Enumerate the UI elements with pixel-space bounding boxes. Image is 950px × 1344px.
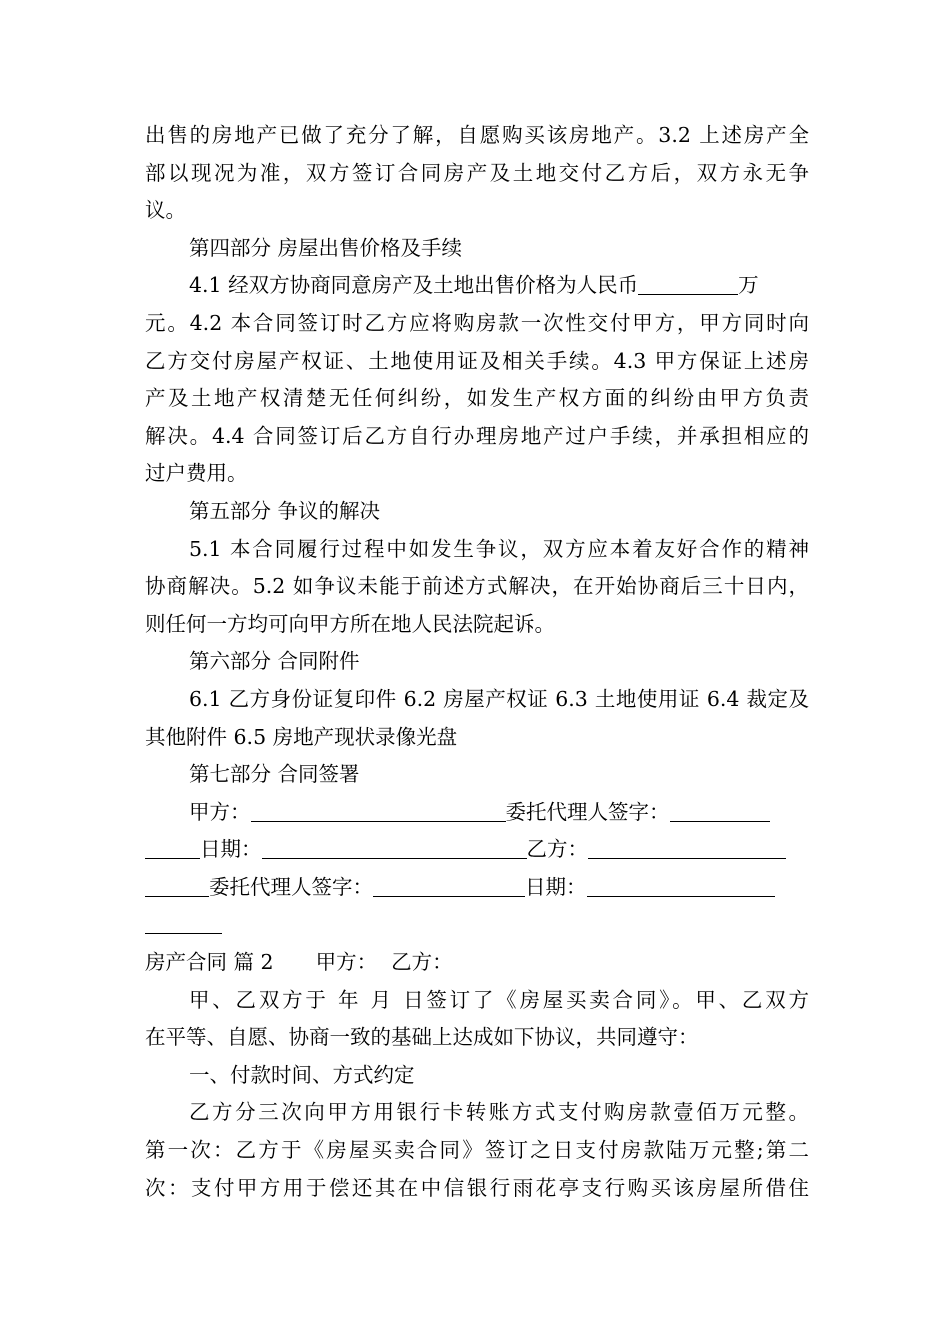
section-heading: 一、付款时间、方式约定 xyxy=(189,1062,415,1087)
document-page xyxy=(145,117,809,1207)
text-line: 解决。4.4 合同签订后乙方自行办理房地产过户手续，并承担相应的 xyxy=(145,423,809,448)
party-a-label: 甲方： xyxy=(315,950,378,975)
text-line: 次：支付甲方用于偿还其在中信银行雨花亭支行购买该房屋所借住 xyxy=(145,1175,809,1200)
section-heading: 第四部分 房屋出售价格及手续 xyxy=(189,235,463,260)
signature-line xyxy=(145,831,809,869)
text-line: 在平等、自愿、协商一致的基础上达成如下协议，共同遵守： xyxy=(145,1025,699,1050)
agent-signature-blank xyxy=(670,799,770,822)
signature-line xyxy=(145,794,809,832)
text-line: 元。4.2 本合同签订时乙方应将购房款一次性交付甲方，甲方同时向 xyxy=(145,310,809,335)
party-b-label: 乙方： xyxy=(391,950,453,975)
text-segment: 4.1 经双方协商同意房产及土地出售价格为人民币 xyxy=(189,273,639,298)
signature-line xyxy=(145,869,809,907)
party-a-label: 甲方： xyxy=(189,799,251,824)
text-line: 6.1 乙方身份证复印件 6.2 房屋产权证 6.3 土地使用证 6.4 裁定及 xyxy=(189,686,809,711)
agent-signature-label: 委托代理人签字： xyxy=(505,799,670,824)
text-line: 乙方交付房屋产权证、土地使用证及相关手续。4.3 甲方保证上述房 xyxy=(145,348,809,373)
text-line: 甲、乙双方于 年 月 日签订了《房屋买卖合同》。甲、乙双方 xyxy=(189,987,809,1012)
text-line: 5.1 本合同履行过程中如发生争议，双方应本着友好合作的精神 xyxy=(189,536,809,561)
text-line: 过户费用。 xyxy=(145,461,248,486)
text-segment: 万 xyxy=(738,273,759,298)
price-blank xyxy=(638,272,738,295)
contract-title-text: 房产合同 篇 2 xyxy=(145,950,274,975)
section-heading: 第六部分 合同附件 xyxy=(189,649,360,674)
text-line xyxy=(145,267,809,305)
text-line: 产及土地产权清楚无任何纠纷，如发生产权方面的纠纷由甲方负责 xyxy=(145,386,809,411)
text-line: 协商解决。5.2 如争议未能于前述方式解决，在开始协商后三十日内， xyxy=(145,574,809,599)
text-line: 部以现况为准，双方签订合同房产及土地交付乙方后，双方永无争 xyxy=(145,160,809,185)
contract-title xyxy=(145,944,809,982)
section-heading: 第五部分 争议的解决 xyxy=(189,498,381,523)
agent-signature-blank xyxy=(373,874,525,897)
party-b-blank xyxy=(588,836,786,859)
text-line: 则任何一方均可向甲方所在地人民法院起诉。 xyxy=(145,611,555,636)
date-label: 日期： xyxy=(525,874,587,899)
text-line: 出售的房地产已做了充分了解，自愿购买该房地产。3.2 上述房产全 xyxy=(145,123,809,147)
date-label: 日期： xyxy=(200,837,262,862)
text-line: 其他附件 6.5 房地产现状录像光盘 xyxy=(145,724,458,749)
date-blank xyxy=(587,874,775,897)
party-b-blank xyxy=(145,874,209,897)
text-line: 议。 xyxy=(145,198,186,223)
party-b-label: 乙方： xyxy=(526,837,588,862)
text-line: 第一次：乙方于《房屋买卖合同》签订之日支付房款陆万元整;第二 xyxy=(145,1138,809,1163)
date-blank xyxy=(262,836,527,859)
signature-line xyxy=(145,906,809,944)
agent-signature-blank xyxy=(145,836,200,859)
date-blank xyxy=(145,911,222,934)
section-heading: 第七部分 合同签署 xyxy=(189,762,360,787)
text-line: 乙方分三次向甲方用银行卡转账方式支付购房款壹佰万元整。 xyxy=(189,1100,809,1125)
agent-signature-label: 委托代理人签字： xyxy=(209,874,373,899)
party-a-blank xyxy=(251,799,506,822)
